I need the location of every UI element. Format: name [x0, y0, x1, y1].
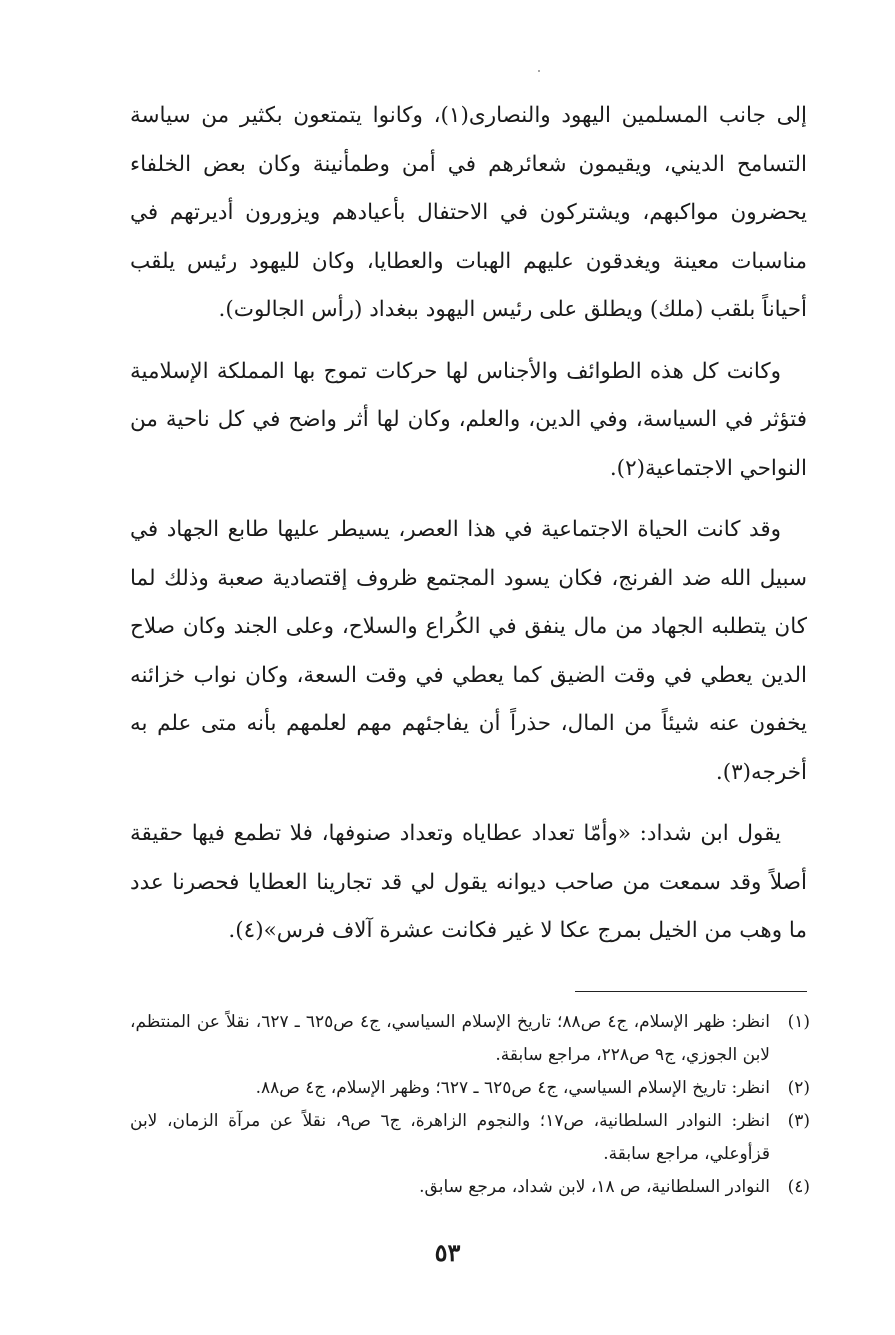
- footnote-2: [130, 1072, 810, 1105]
- footnote-number: (٤): [787, 1177, 810, 1197]
- footnote-number: (٢): [787, 1078, 810, 1098]
- footnote-text: انظر: تاريخ الإسلام السياسي، ج٤ ص٦٢٥ ـ ٦٢٧؛ وظهر الإسلام، ج٤ ص٨٨.: [255, 1078, 770, 1098]
- footnote-number: (٣): [787, 1111, 810, 1131]
- footnote-text: انظر: النوادر السلطانية، ص١٧؛ والنجوم الزاهرة، ج٦ ص٩، نقلاً عن مرآة الزمان، لابن قزأوعلي، مراجع سابقة.: [130, 1111, 771, 1164]
- footnote-1: [130, 1006, 810, 1072]
- scan-speck: [538, 70, 540, 72]
- page-number: ٥٣: [434, 1238, 461, 1267]
- main-text: [130, 92, 807, 969]
- footnote-4: [130, 1171, 810, 1204]
- footnote-3: [130, 1105, 810, 1171]
- footnotes: [130, 1006, 810, 1204]
- footnote-separator: [575, 991, 807, 992]
- paragraph-3: وقد كانت الحياة الاجتماعية في هذا العصر، يسيطر عليها طابع الجهاد في سبيل الله ضد الفرنج، فكان يسود المجتمع ظروف إقتصادية صعبة وذلك لما كان يتطلبه الجهاد من مال ينفق في الكُراع والسلاح، وعلى الجند وكان صلاح الدين يعطي في وقت الضيق كما يعطي في وقت السعة، وكان نواب خزائنه يخفون عنه شيئاً من المال، حذراً أن يفاجئهم مهم لعلمهم بأنه متى علم به أخرجه(٣).: [130, 517, 807, 785]
- footnote-text: انظر: ظهر الإسلام، ج٤ ص٨٨؛ تاريخ الإسلام السياسي، ج٤ ص٦٢٥ ـ ٦٢٧، نقلاً عن المنتظم، لابن الجوزي، ج٩ ص٢٢٨، مراجع سابقة.: [130, 1012, 770, 1065]
- footnote-number: (١): [787, 1012, 810, 1032]
- footnote-text: النوادر السلطانية، ص ١٨، لابن شداد، مرجع سابق.: [419, 1177, 770, 1197]
- paragraph-4: يقول ابن شداد: «وأمّا تعداد عطاياه وتعداد صنوفها، فلا تطمع فيها حقيقة أصلاً وقد سمعت من صاحب ديوانه يقول لي قد تجارينا العطايا فحصرنا عدد ما وهب من الخيل بمرج عكا لا غير فكانت عشرة آلاف فرس»(٤).: [130, 821, 807, 943]
- paragraph-2: وكانت كل هذه الطوائف والأجناس لها حركات تموج بها المملكة الإسلامية فتؤثر في السياسة، وفي الدين، والعلم، وكان لها أثر واضح في كل ناحية من النواحي الاجتماعية(٢).: [130, 358, 807, 481]
- paragraph-1: إلى جانب المسلمين اليهود والنصارى(١)، وكانوا يتمتعون بكثير من سياسة التسامح الديني، ويقيمون شعائرهم في أمن وطمأنينة وكان بعض الخلفاء يحضرون مواكبهم، ويشتركون في الاحتفال بأعيادهم ويزورون أديرتهم في مناسبات معينة ويغدقون عليهم الهبات والعطايا، وكان لليهود رئيس يلقب أحياناً بلقب (ملك) ويطلق على رئيس اليهود ببغداد (رأس الجالوت).: [130, 103, 808, 322]
